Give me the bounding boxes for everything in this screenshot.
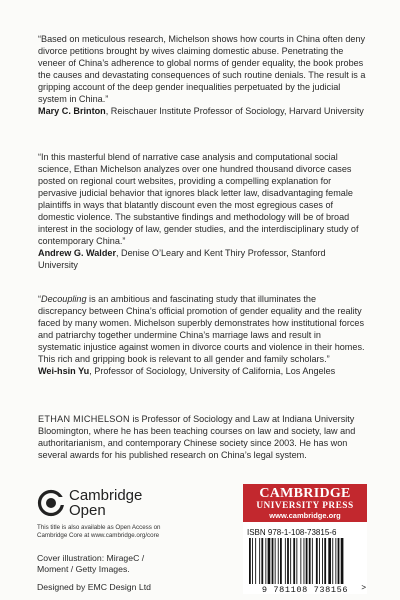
author-name: ETHAN MICHELSON <box>38 414 130 424</box>
blurb-author-name: Andrew G. Walder <box>38 248 116 258</box>
barcode-bar <box>322 538 323 584</box>
blurb-attribution <box>38 365 366 377</box>
blurb-walder <box>38 151 366 271</box>
blurb-attribution <box>38 105 366 117</box>
barcode-bar <box>287 538 289 584</box>
isbn: ISBN 978-1-108-73815-6 <box>247 528 337 537</box>
blurb-quote: “Based on meticulous research, Michelson shows how courts in China often deny divorce petitions brought by wives claiming domestic abuse. Penetrating the veneer of China’s adherence to global norms of gender equality, the book probes the causes and devastating consequences of such routine denials. The result is a gripping account of the deep gender inequalities perpetuated by the judicial system in China.” <box>38 34 366 104</box>
blurb-quote <box>38 293 366 365</box>
barcode-bar <box>341 538 344 584</box>
barcode-bar <box>252 538 253 584</box>
barcode-bar <box>309 538 311 584</box>
publisher-banner <box>243 484 367 522</box>
blurb-author-name: Mary C. Brinton <box>38 106 106 116</box>
barcode-bar <box>332 538 333 584</box>
barcode-bar <box>306 538 308 584</box>
blurb-author-title: , Professor of Sociology, University of California, Los Angeles <box>89 366 336 376</box>
quote-mark: “ <box>38 294 42 304</box>
author-bio-text: is Professor of Sociology and Law at Indiana University Bloomington, where he has been teaching courses on law and society, law and authoritarianism, and contemporary Chinese society since 2003. He has won several awards for his published research on China’s legal system. <box>38 414 356 460</box>
blurb-author-title: , Reischauer Institute Professor of Sociology, Harvard University <box>105 106 364 116</box>
barcode-bar <box>316 538 318 584</box>
blurb-author-title: , Denise O’Leary and Kent Thiry Professor, Stanford University <box>38 248 326 270</box>
logo-line-cambridge: Cambridge <box>69 487 143 504</box>
blurb-quote-rest: is an ambitious and fascinating study that illuminates the discrepancy between China’s official promotion of gender equality and the reality faced by many women. Michelson superbly demonstrates how institutional forces and patriarchy together undermine China’s marriage laws and result in systematic injustice against women in divorce courts and violence in their homes. This rich and gripping book is relevant to all gender and family scholars.” <box>38 294 365 364</box>
barcode-bar <box>319 538 320 584</box>
barcode-bar <box>296 538 297 584</box>
barcode-bar <box>259 538 260 584</box>
barcode-bar <box>335 538 336 584</box>
blurb-quote: “In this masterful blend of narrative case analysis and computational social science, Ethan Michelson analyzes over one hundred thousand divorce cases posted on regional court websites, providing a compelling explanation for pervasive judicial behavior that ignores black letter law, disadvantaging female plaintiffs in ways that blatantly discount even the most egregious cases of domestic violence. The substantive findings and methodology will be of broad interest in the sociology of law, gender studies, and the interdisciplinary study of contemporary China.” <box>38 152 359 246</box>
logo-line-open: Open <box>69 502 106 519</box>
barcode-bar <box>265 538 266 584</box>
author-bio <box>38 413 366 461</box>
open-access-icon <box>36 488 66 518</box>
designer-credit: Designed by EMC Design Ltd <box>37 582 151 592</box>
barcode-bar <box>312 538 313 584</box>
barcode <box>247 538 363 584</box>
barcode-bar <box>293 538 295 584</box>
barcode-bar <box>324 538 326 584</box>
publisher-subname: UNIVERSITY PRESS <box>256 501 354 511</box>
cover-illustration-credit: Cover illustration: MirageC / Moment / Getty Images. <box>37 553 145 574</box>
blurb-author-name: Wei-hsin Yu <box>38 366 90 376</box>
publisher-url: www.cambridge.org <box>269 511 341 520</box>
barcode-bar <box>338 538 340 584</box>
barcode-bar <box>278 538 279 584</box>
barcode-bar <box>268 538 271 584</box>
barcode-bar <box>249 538 251 584</box>
blurb-brinton <box>38 33 366 117</box>
barcode-end-mark: > <box>361 583 366 592</box>
blurb-attribution <box>38 247 366 271</box>
book-title-italic: Decoupling <box>41 294 87 304</box>
cambridge-open-logo <box>36 486 156 522</box>
barcode-bar <box>290 538 291 584</box>
barcode-bar <box>280 538 282 584</box>
barcode-bar <box>255 538 256 584</box>
barcode-bar <box>328 538 331 584</box>
barcode-bar <box>285 538 286 584</box>
barcode-bar <box>261 538 263 584</box>
barcode-bar <box>272 538 274 584</box>
barcode-bar <box>300 538 301 584</box>
blurb-yu <box>38 293 366 377</box>
barcode-bar <box>304 538 305 584</box>
publisher-badge <box>243 484 367 594</box>
barcode-bar <box>275 538 276 584</box>
open-access-note: This title is also available as Open Access on Cambridge Core at www.cambridge.org/core <box>37 524 161 539</box>
publisher-name: CAMBRIDGE <box>259 486 351 501</box>
barcode-digits: 9 781108 738156 <box>261 585 349 595</box>
